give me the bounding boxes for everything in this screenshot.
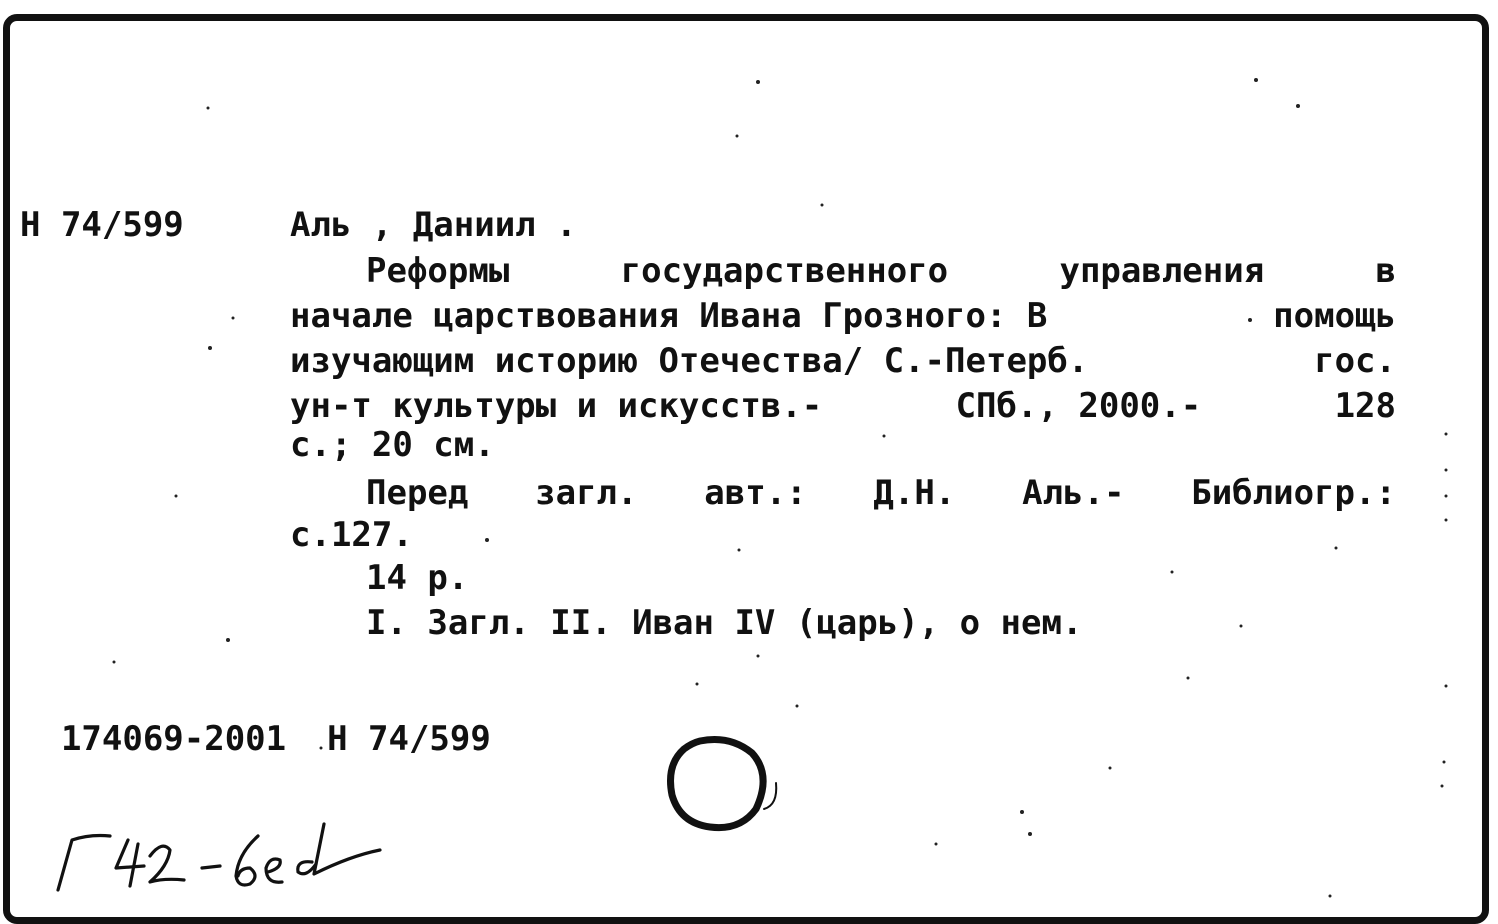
note-word: Перед bbox=[366, 473, 469, 513]
title-segment: гос. bbox=[1314, 341, 1396, 381]
title-word: государственного bbox=[620, 251, 949, 291]
title-segment: 128 bbox=[1334, 386, 1396, 426]
note-word: загл. bbox=[535, 473, 638, 513]
note-word: Д.Н. bbox=[873, 473, 956, 513]
physical-extent: с.; 20 см. bbox=[290, 425, 495, 465]
shelf-mark: Н 74/599 bbox=[20, 205, 184, 245]
bibliography-pages: с.127. bbox=[290, 515, 413, 555]
accession-shelf-mark: Н 74/599 bbox=[327, 719, 491, 759]
title-segment: помощь bbox=[1273, 296, 1396, 336]
note-word: Аль.- bbox=[1022, 473, 1125, 513]
tracings: I. Загл. II. Иван IV (царь), о нем. bbox=[366, 603, 1083, 643]
author-heading: Аль , Даниил . bbox=[290, 205, 577, 245]
title-word: в bbox=[1375, 251, 1396, 291]
title-segment: изучающим историю Отечества/ С.-Петерб. bbox=[290, 341, 1089, 381]
title-word: Реформы bbox=[366, 251, 510, 291]
title-segment: начале царствования Ивана Грозного: В bbox=[290, 296, 1048, 336]
title-segment: ун-т культуры и искусств.- bbox=[290, 386, 823, 426]
note-word: Библиогр.: bbox=[1191, 473, 1396, 513]
accession-number: 174069-2001 bbox=[60, 719, 287, 759]
price: 14 р. bbox=[366, 558, 469, 598]
title-segment: СПб., 2000.- bbox=[955, 386, 1202, 426]
note-word: авт.: bbox=[704, 473, 807, 513]
title-word: управления bbox=[1059, 251, 1265, 291]
